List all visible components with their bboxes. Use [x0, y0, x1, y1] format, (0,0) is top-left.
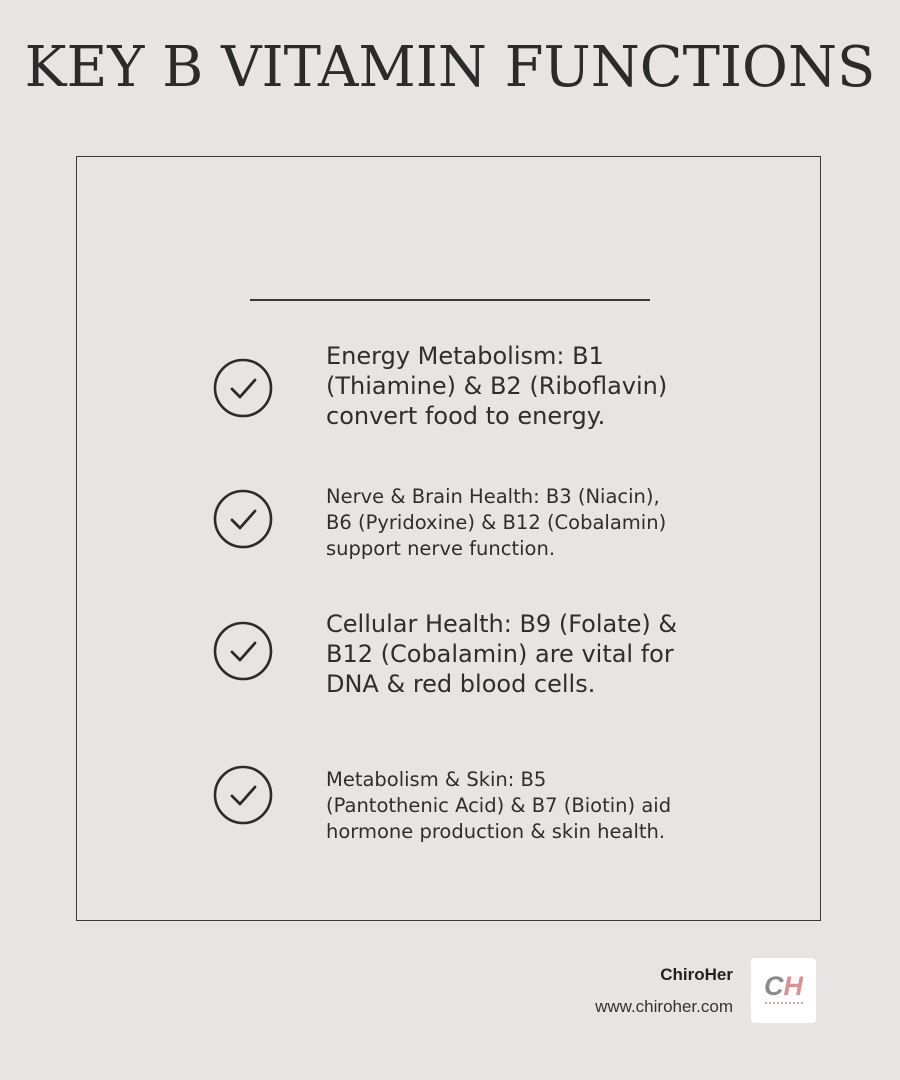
- logo-dots: [765, 1002, 803, 1008]
- item-text-line: B6 (Pyridoxine) & B12 (Cobalamin): [326, 511, 667, 534]
- item-text-line: Energy Metabolism: B1: [326, 342, 604, 370]
- logo-letter-h: H: [783, 971, 803, 1001]
- brand-name: ChiroHer: [660, 965, 733, 984]
- item-text: [326, 609, 746, 699]
- check-circle-icon: [213, 489, 273, 549]
- divider-line: [250, 299, 650, 301]
- item-text-line: Metabolism & Skin: B5: [326, 768, 547, 791]
- page-title: KEY B VITAMIN FUNCTIONS: [24, 35, 876, 100]
- check-circle-icon: [213, 358, 273, 418]
- item-text: [326, 341, 746, 431]
- item-text-line: Cellular Health: B9 (Folate) &: [326, 610, 678, 638]
- check-circle-icon: [213, 765, 273, 825]
- item-text-line: support nerve function.: [326, 537, 556, 560]
- item-text-line: DNA & red blood cells.: [326, 670, 596, 698]
- brand-logo: [751, 958, 816, 1023]
- item-text-line: convert food to energy.: [326, 402, 606, 430]
- check-circle-icon: [213, 621, 273, 681]
- item-text-line: (Pantothenic Acid) & B7 (Biotin) aid: [326, 794, 672, 817]
- item-text-line: Nerve & Brain Health: B3 (Niacin),: [326, 485, 660, 508]
- item-text-line: (Thiamine) & B2 (Riboflavin): [326, 372, 668, 400]
- logo-text: [751, 971, 816, 1001]
- item-text: [326, 767, 746, 845]
- item-text-line: B12 (Cobalamin) are vital for: [326, 640, 674, 668]
- item-text-line: hormone production & skin health.: [326, 820, 666, 843]
- logo-letter-c: C: [764, 971, 784, 1001]
- website-link[interactable]: www.chiroher.com: [595, 997, 733, 1016]
- item-text: [326, 484, 746, 562]
